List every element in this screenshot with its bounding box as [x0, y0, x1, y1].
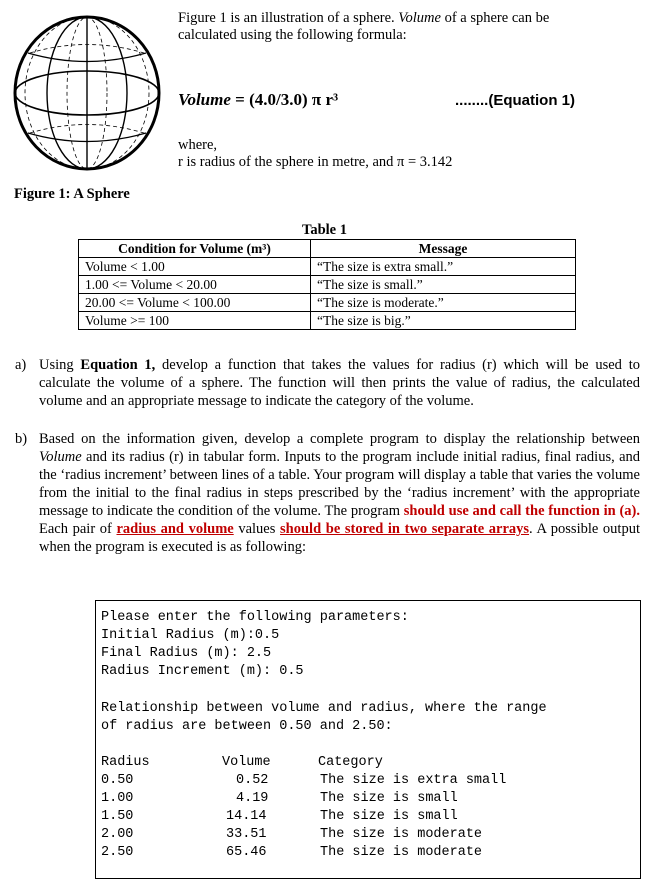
part-b-radius-volume: radius and volume [116, 521, 234, 537]
volume-equation [178, 90, 338, 110]
table-row [79, 258, 576, 276]
output-volume-value: 65.46 [226, 845, 267, 860]
output-col-volume: Volume [222, 755, 271, 770]
intro-line1-em: Volume [398, 10, 441, 26]
output-initial-radius: Initial Radius (m):0.5 [101, 628, 280, 643]
part-b-label: b) [15, 431, 28, 447]
intro-line1-a: Figure 1 is an illustration of a sphere. [178, 10, 399, 26]
condition-cell: Volume >= 100 [79, 312, 311, 330]
message-cell: “The size is small.” [311, 276, 576, 294]
output-category-value: The size is extra small [320, 773, 507, 788]
question-part-b [15, 430, 640, 556]
part-a-text-1: Using [39, 357, 81, 373]
message-cell: “The size is big.” [311, 312, 576, 330]
part-b-text-1: Based on the information given, develop a complete program to display the relationship between [39, 431, 640, 447]
output-category-value: The size is small [320, 791, 458, 806]
message-cell: “The size is moderate.” [311, 294, 576, 312]
output-col-radius: Radius [101, 755, 150, 770]
part-b-text-5: . A possible output when the program is executed is as following: [39, 521, 640, 555]
figure-caption: Figure 1: A Sphere [14, 186, 130, 202]
table-row [79, 276, 576, 294]
output-relationship-line2: of radius are between 0.50 and 2.50: [101, 719, 393, 734]
table-row [79, 312, 576, 330]
message-cell: “The size is extra small.” [311, 258, 576, 276]
output-radius-value: 1.00 [101, 791, 134, 806]
output-volume-value: 33.51 [226, 827, 267, 842]
part-b-volume-em: Volume [39, 449, 82, 465]
output-volume-value: 4.19 [236, 791, 269, 806]
sphere-illustration [8, 8, 166, 178]
condition-cell: 20.00 <= Volume < 100.00 [79, 294, 311, 312]
part-a-label: a) [15, 357, 27, 373]
table-row [79, 294, 576, 312]
output-volume-value: 14.14 [226, 809, 267, 824]
part-b-text-2: and its radius (r) in tabular form. Inputs to the program include initial radius, final radius, and the ‘radius increment’ between lines of a table. Your program will display a table that varies the volume from the initial to the final radius in steps prescribed by the ‘radius increment’ with the appropriate message to indicate the condition of the volume. The program [39, 449, 640, 519]
output-radius-value: 2.00 [101, 827, 134, 842]
condition-cell: 1.00 <= Volume < 20.00 [79, 276, 311, 294]
header-message: Message [311, 240, 576, 258]
equation-rhs: = (4.0/3.0) π r³ [230, 90, 339, 109]
output-volume-value: 0.52 [236, 773, 269, 788]
output-category-value: The size is moderate [320, 845, 483, 860]
table-title: Table 1 [302, 222, 347, 238]
output-prompt: Please enter the following parameters: [101, 610, 409, 625]
output-col-category: Category [318, 755, 383, 770]
part-a-text-2: develop a function that takes the values for radius (r) which will be used to calculate the volume of a sphere. The function will then prints the value of radius, the calculated volume and an appropriate message to indicate the category of the volume. [39, 357, 640, 409]
output-relationship-line1: Relationship between volume and radius, where the range [101, 701, 547, 716]
where-line2: r is radius of the sphere in metre, and π = 3.142 [178, 154, 453, 170]
where-text [178, 137, 452, 171]
equation-lhs: Volume [178, 90, 231, 109]
output-final-radius: Final Radius (m): 2.5 [101, 646, 272, 661]
intro-line2: calculated using the following formula: [178, 27, 407, 43]
question-part-a [15, 356, 640, 410]
part-a-equation-ref: Equation 1, [80, 357, 156, 373]
output-category-value: The size is moderate [320, 827, 483, 842]
part-b-array-requirement: should be stored in two separate arrays [280, 521, 530, 537]
output-radius-value: 1.50 [101, 809, 134, 824]
output-radius-value: 2.50 [101, 845, 134, 860]
intro-text [178, 10, 618, 44]
sample-output-box [95, 600, 641, 879]
condition-cell: Volume < 1.00 [79, 258, 311, 276]
output-radius-increment: Radius Increment (m): 0.5 [101, 664, 304, 679]
intro-line1-b: of a sphere can be [440, 10, 550, 26]
part-b-text-3: Each pair of [39, 521, 117, 537]
table-header-row [79, 240, 576, 258]
part-b-function-requirement: should use and call the function in (a). [403, 503, 640, 519]
output-category-value: The size is small [320, 809, 458, 824]
header-condition: Condition for Volume (m³) [79, 240, 311, 258]
output-radius-value: 0.50 [101, 773, 134, 788]
equation-reference: ........(Equation 1) [455, 92, 575, 109]
part-b-text-4: values [233, 521, 281, 537]
condition-table [78, 239, 576, 330]
where-line1: where, [178, 137, 218, 153]
